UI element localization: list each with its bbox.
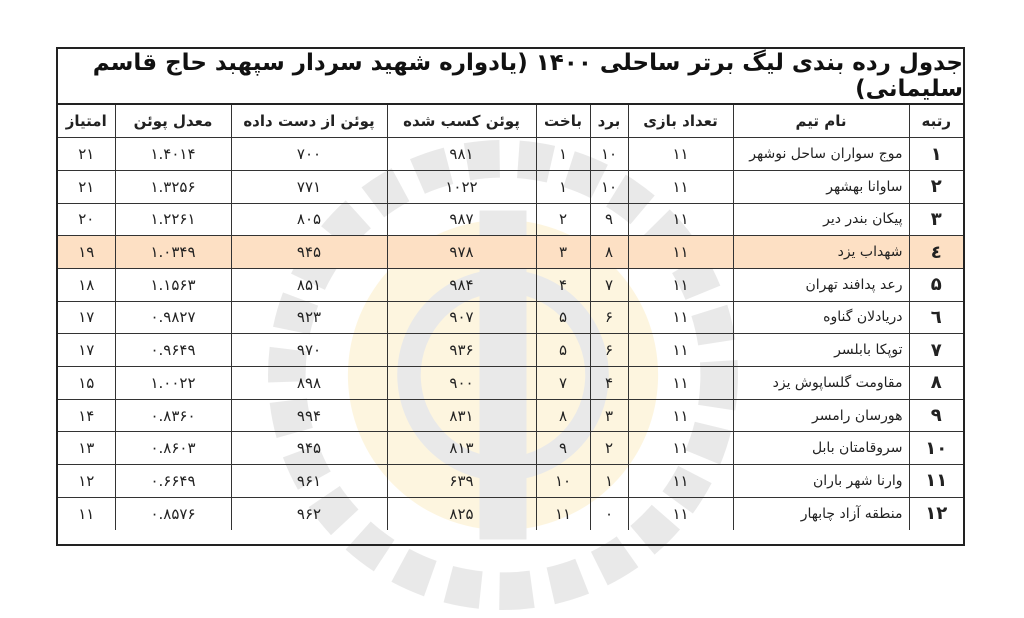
- cell-ratio: ۱.۱۵۶۳: [115, 268, 231, 301]
- cell-scored: ۹۸۴: [387, 268, 536, 301]
- table-row: [58, 268, 963, 301]
- cell-lost: ۹: [536, 432, 590, 465]
- cell-team: توپکا بابلسر: [733, 334, 909, 367]
- table-row: [58, 203, 963, 236]
- cell-team: هورسان رامسر: [733, 399, 909, 432]
- cell-ratio: ۱.۰۰۲۲: [115, 367, 231, 400]
- cell-won: ۶: [590, 301, 628, 334]
- cell-points: ۱۷: [58, 301, 115, 334]
- cell-lost: ۸: [536, 399, 590, 432]
- cell-lost: ۳: [536, 236, 590, 269]
- cell-conceded: ۹۴۵: [231, 432, 387, 465]
- cell-conceded: ۹۲۳: [231, 301, 387, 334]
- cell-scored: ۹۸۷: [387, 203, 536, 236]
- cell-lost: ۱۰: [536, 465, 590, 498]
- header-team: نام تیم: [733, 105, 909, 138]
- cell-scored: ۹۷۸: [387, 236, 536, 269]
- cell-lost: ۲: [536, 203, 590, 236]
- cell-team: موج سواران ساحل نوشهر: [733, 138, 909, 171]
- cell-ratio: ۰.۶۶۴۹: [115, 465, 231, 498]
- cell-points: ۱۵: [58, 367, 115, 400]
- cell-won: ۱۰: [590, 138, 628, 171]
- standings-table: [58, 105, 963, 530]
- cell-won: ۶: [590, 334, 628, 367]
- cell-points: ۲۰: [58, 203, 115, 236]
- cell-points: ۲۱: [58, 138, 115, 171]
- cell-played: ۱۱: [628, 399, 733, 432]
- cell-scored: ۸۲۵: [387, 497, 536, 530]
- header-played: تعداد بازی: [628, 105, 733, 138]
- standings-sheet: [56, 47, 965, 546]
- cell-rank: ٤: [909, 236, 963, 269]
- cell-played: ۱۱: [628, 236, 733, 269]
- cell-won: ۳: [590, 399, 628, 432]
- cell-rank: ۵: [909, 268, 963, 301]
- cell-scored: ۹۰۷: [387, 301, 536, 334]
- table-row: [58, 465, 963, 498]
- cell-scored: ۹۰۰: [387, 367, 536, 400]
- cell-conceded: ۸۵۱: [231, 268, 387, 301]
- cell-points: ۱۳: [58, 432, 115, 465]
- header-scored: پوئن کسب شده: [387, 105, 536, 138]
- cell-won: ۹: [590, 203, 628, 236]
- cell-rank: ۱۱: [909, 465, 963, 498]
- cell-lost: ۵: [536, 334, 590, 367]
- cell-team: ساوانا بهشهر: [733, 170, 909, 203]
- cell-points: ۱۸: [58, 268, 115, 301]
- cell-scored: ۹۸۱: [387, 138, 536, 171]
- cell-rank: ٦: [909, 301, 963, 334]
- cell-team: وارنا شهر باران: [733, 465, 909, 498]
- cell-team: مقاومت گلساپوش یزد: [733, 367, 909, 400]
- cell-lost: ۵: [536, 301, 590, 334]
- header-conceded: پوئن از دست داده: [231, 105, 387, 138]
- cell-won: ۲: [590, 432, 628, 465]
- cell-rank: ۲: [909, 170, 963, 203]
- cell-won: ۱: [590, 465, 628, 498]
- cell-scored: ۸۳۱: [387, 399, 536, 432]
- cell-points: ۱۴: [58, 399, 115, 432]
- cell-won: ۴: [590, 367, 628, 400]
- cell-lost: ۱: [536, 170, 590, 203]
- cell-points: ۱۹: [58, 236, 115, 269]
- table-row: [58, 170, 963, 203]
- cell-scored: ۹۳۶: [387, 334, 536, 367]
- cell-played: ۱۱: [628, 268, 733, 301]
- cell-conceded: ۸۹۸: [231, 367, 387, 400]
- cell-team: دریادلان گناوه: [733, 301, 909, 334]
- cell-played: ۱۱: [628, 367, 733, 400]
- cell-lost: ۱۱: [536, 497, 590, 530]
- cell-scored: ۶۳۹: [387, 465, 536, 498]
- cell-points: ۱۲: [58, 465, 115, 498]
- cell-played: ۱۱: [628, 334, 733, 367]
- cell-played: ۱۱: [628, 203, 733, 236]
- cell-ratio: ۱.۴۰۱۴: [115, 138, 231, 171]
- cell-ratio: ۰.۹۸۲۷: [115, 301, 231, 334]
- cell-ratio: ۰.۸۵۷۶: [115, 497, 231, 530]
- table-row: [58, 138, 963, 171]
- cell-played: ۱۱: [628, 497, 733, 530]
- cell-rank: ۱: [909, 138, 963, 171]
- cell-ratio: ۰.۹۶۴۹: [115, 334, 231, 367]
- cell-rank: ۸: [909, 367, 963, 400]
- header-row: [58, 105, 963, 138]
- cell-points: ۱۷: [58, 334, 115, 367]
- cell-conceded: ۷۰۰: [231, 138, 387, 171]
- table-row: [58, 399, 963, 432]
- header-points: امتیاز: [58, 105, 115, 138]
- cell-conceded: ۹۹۴: [231, 399, 387, 432]
- cell-points: ۲۱: [58, 170, 115, 203]
- cell-won: ۰: [590, 497, 628, 530]
- cell-ratio: ۱.۰۳۴۹: [115, 236, 231, 269]
- cell-rank: ۱۰: [909, 432, 963, 465]
- header-won: برد: [590, 105, 628, 138]
- cell-played: ۱۱: [628, 301, 733, 334]
- cell-ratio: ۰.۸۶۰۳: [115, 432, 231, 465]
- cell-scored: ۸۱۳: [387, 432, 536, 465]
- cell-played: ۱۱: [628, 170, 733, 203]
- cell-played: ۱۱: [628, 432, 733, 465]
- cell-rank: ۹: [909, 399, 963, 432]
- cell-lost: ۱: [536, 138, 590, 171]
- cell-rank: ۱۲: [909, 497, 963, 530]
- cell-conceded: ۹۶۲: [231, 497, 387, 530]
- cell-conceded: ۷۷۱: [231, 170, 387, 203]
- cell-team: شهداب یزد: [733, 236, 909, 269]
- header-lost: باخت: [536, 105, 590, 138]
- header-rank: رتبه: [909, 105, 963, 138]
- cell-lost: ۷: [536, 367, 590, 400]
- cell-won: ۸: [590, 236, 628, 269]
- cell-team: سروقامتان بابل: [733, 432, 909, 465]
- cell-conceded: ۹۶۱: [231, 465, 387, 498]
- cell-rank: ۷: [909, 334, 963, 367]
- cell-conceded: ۹۴۵: [231, 236, 387, 269]
- cell-lost: ۴: [536, 268, 590, 301]
- cell-ratio: ۱.۲۲۶۱: [115, 203, 231, 236]
- table-row: [58, 367, 963, 400]
- cell-won: ۷: [590, 268, 628, 301]
- cell-ratio: ۱.۳۲۵۶: [115, 170, 231, 203]
- table-title: جدول رده بندی لیگ برتر ساحلی ۱۴۰۰ (یادواره شهید سردار سپهبد حاج قاسم سلیمانی): [58, 49, 963, 105]
- cell-rank: ۳: [909, 203, 963, 236]
- table-row: [58, 497, 963, 530]
- cell-played: ۱۱: [628, 465, 733, 498]
- cell-team: منطقه آزاد چابهار: [733, 497, 909, 530]
- table-row: [58, 334, 963, 367]
- cell-ratio: ۰.۸۳۶۰: [115, 399, 231, 432]
- table-row-highlighted: [58, 236, 963, 269]
- cell-team: پیکان بندر دیر: [733, 203, 909, 236]
- cell-conceded: ۸۰۵: [231, 203, 387, 236]
- cell-scored: ۱۰۲۲: [387, 170, 536, 203]
- table-row: [58, 301, 963, 334]
- cell-won: ۱۰: [590, 170, 628, 203]
- cell-team: رعد پدافند تهران: [733, 268, 909, 301]
- table-row: [58, 432, 963, 465]
- cell-played: ۱۱: [628, 138, 733, 171]
- cell-conceded: ۹۷۰: [231, 334, 387, 367]
- cell-points: ۱۱: [58, 497, 115, 530]
- header-ratio: معدل پوئن: [115, 105, 231, 138]
